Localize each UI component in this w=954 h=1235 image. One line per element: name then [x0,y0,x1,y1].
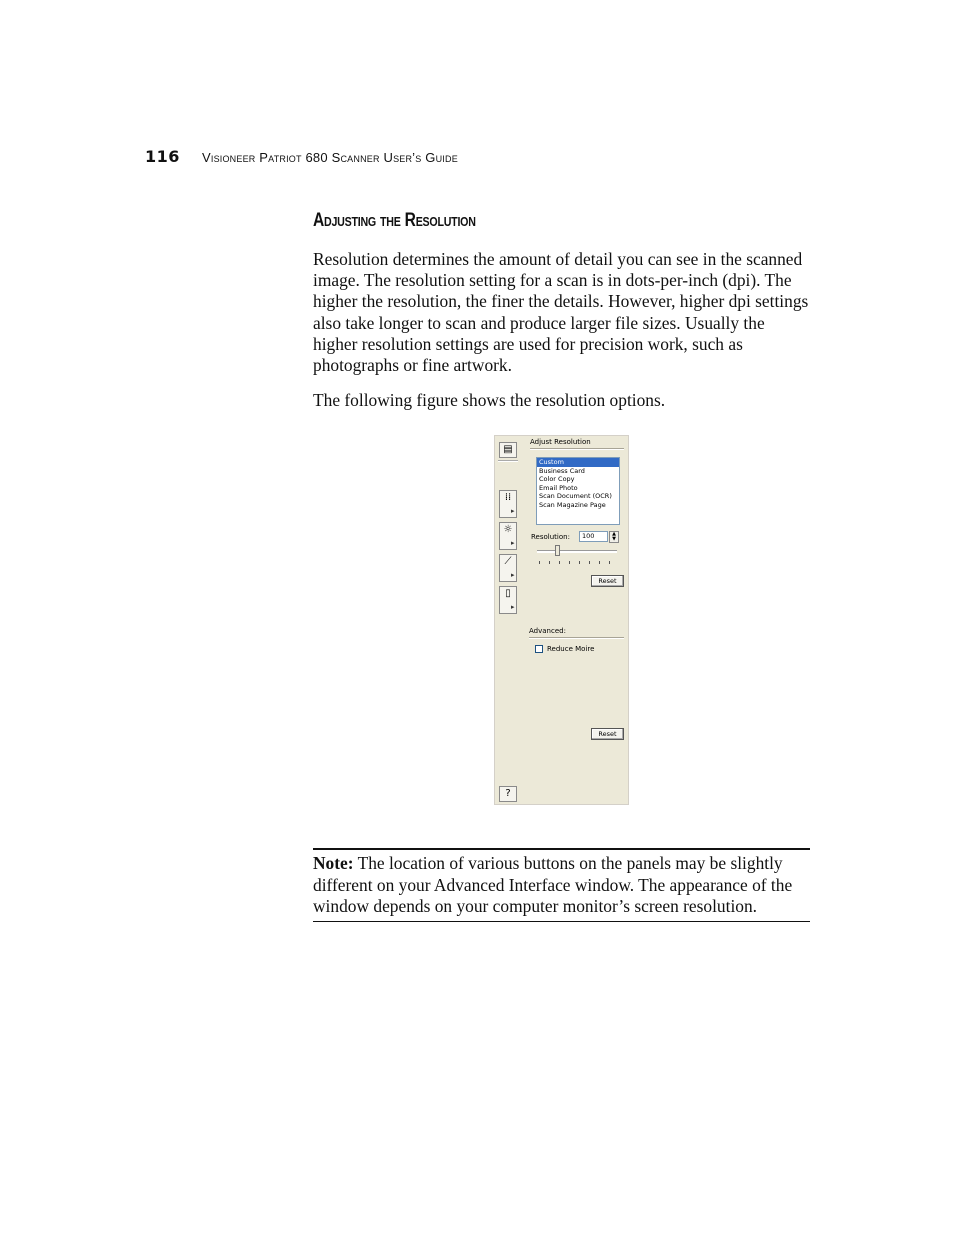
slider-tick [559,561,560,564]
list-item[interactable]: Color Copy [539,475,575,484]
note-top-rule [313,848,810,850]
slider-tick [569,561,570,564]
slider-tick [539,561,540,564]
toolbar-divider [498,460,518,462]
note-text: The location of various buttons on the panels may be slightly different on your Advanced Interface window. The appearance of the window depends on your computer monitor’s screen resolution. [313,853,793,917]
list-item[interactable]: Email Photo [539,483,578,492]
reduce-moire-checkbox[interactable] [535,645,543,653]
list-item[interactable]: Scan Document (OCR) [539,492,612,501]
color-curve-icon[interactable]: ⟋ [499,554,517,582]
reduce-moire-label: Reduce Moire [547,645,595,653]
help-icon[interactable]: ? [499,786,517,802]
expand-arrow-icon[interactable]: ▸ [511,539,515,547]
running-title: Visioneer Patriot 680 Scanner User’s Guide [202,150,458,165]
group-rule [529,637,624,639]
resolution-slider-thumb[interactable] [555,545,560,556]
slider-tick [589,561,590,564]
group-title-advanced: Advanced: [529,627,566,635]
section-heading: Adjusting the Resolution [313,210,476,231]
list-item[interactable]: Scan Magazine Page [539,500,606,509]
scan-settings-icon[interactable]: ▤ [499,442,517,458]
resolution-label: Resolution: [531,533,570,541]
expand-arrow-icon[interactable]: ▸ [511,571,515,579]
expand-arrow-icon[interactable]: ▸ [511,507,515,515]
slider-tick [579,561,580,564]
page-number: 116 [145,147,180,166]
advanced-reset-button[interactable]: Reset [591,728,624,740]
reset-button[interactable]: Reset [591,575,624,587]
expand-arrow-icon[interactable]: ▸ [511,603,515,611]
brightness-contrast-icon[interactable]: ☼ [499,522,517,550]
figure-intro-paragraph: The following figure shows the resolution options. [313,390,666,410]
slider-tick [609,561,610,564]
slider-tick [599,561,600,564]
group-rule [530,448,624,450]
resolution-slider-track[interactable] [537,550,617,553]
resolution-panel [494,435,629,805]
preset-list[interactable] [536,457,620,525]
note-box [313,853,810,918]
resolution-icon[interactable]: ⁞⁞ [499,490,517,518]
group-title-adjust-resolution: Adjust Resolution [530,438,591,446]
list-item[interactable]: Custom [537,458,619,467]
resolution-stepper[interactable]: ▲ ▼ [609,531,619,543]
list-item[interactable]: Business Card [539,466,585,475]
body-paragraph: Resolution determines the amount of detail you can see in the scanned image. The resolution setting for a scan is in dots-per-inch (dpi). The higher the resolution, the finer the details. However, higher dpi settings also take longer to scan and produce larger file sizes. Usually the higher resolution settings are used for precision work, such as photographs or fine artwork. [313,249,809,376]
resolution-input[interactable]: 100 [579,531,608,542]
note-label: Note: [313,853,354,873]
slider-tick [549,561,550,564]
page-size-icon[interactable]: ▯ [499,586,517,614]
note-bottom-rule [313,921,810,922]
